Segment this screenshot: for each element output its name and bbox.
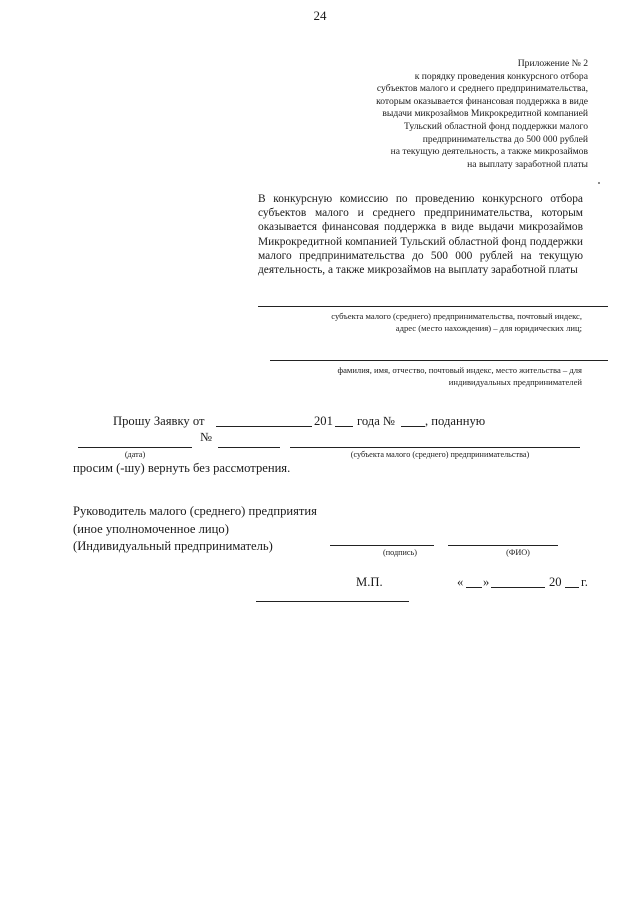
application-year-field[interactable] (335, 426, 353, 427)
appendix-line: на текущую деятельность, а также микрозаймов (390, 146, 588, 158)
date-quote-close: » (483, 575, 490, 589)
name-caption: (ФИО) (506, 548, 530, 557)
year-field[interactable] (565, 587, 579, 588)
appendix-line: субъектов малого и среднего предпринимательства, (376, 83, 588, 95)
appendix-line: предпринимательства до 500 000 рублей (422, 133, 588, 145)
subject-caption: (субъекта малого (среднего) предпринимательства) (350, 450, 530, 459)
request-year-prefix: 201 (314, 414, 333, 428)
bottom-rule (256, 601, 409, 602)
appendix-line: которым оказывается финансовая поддержка в виде (376, 95, 588, 107)
month-field[interactable] (491, 587, 545, 588)
return-text: просим (-шу) вернуть без рассмотрения. (73, 461, 291, 475)
signatory-block: Руководитель малого (среднего) предприятия (иное уполномоченное лицо) (Индивидуальный предприниматель) (73, 504, 317, 553)
appendix-line: на выплату заработной платы (467, 158, 588, 170)
appendix-header (288, 58, 588, 171)
page-number: 24 (313, 8, 327, 23)
date-quote-open: « (457, 575, 464, 589)
appendix-line: выдачи микрозаймов Микрокредитной компанией (382, 108, 588, 120)
appendix-line: к порядку проведения конкурсного отбора (414, 70, 588, 82)
request-prefix: Прошу Заявку от (113, 414, 205, 428)
addressee-block: В конкурсную комиссию по проведению конкурсного отбора субъектов малого и среднего предпринимательства, которым оказывается финансовая поддержка в виде выдачи микрозаймов Микрокредитной компанией Тульский областной фонд поддержки малого предпринимательства до 500 000 рублей на текущую деятельность, а также микрозаймов на выплату заработной платы (258, 193, 583, 277)
appendix-line: Тульский областной фонд поддержки малого (403, 120, 588, 132)
signature-field[interactable] (330, 545, 434, 546)
request-number-sign: № (200, 430, 213, 444)
applicant-individual-caption: фамилия, имя, отчество, почтовый индекс, место жительства – для индивидуальных предпринимателей (337, 365, 582, 387)
stamp-mark: М.П. (356, 575, 383, 589)
request-year-suffix: года № (357, 414, 395, 428)
day-field[interactable] (466, 587, 482, 588)
submitter-field[interactable] (290, 447, 580, 448)
application-date-field[interactable] (216, 426, 312, 427)
date-caption: (дата) (124, 450, 146, 459)
applicant-individual-field[interactable] (270, 360, 608, 361)
applicant-entity-field[interactable] (258, 306, 608, 307)
submission-date-field[interactable] (78, 447, 192, 448)
full-name-field[interactable] (448, 545, 558, 546)
signature-caption: (подпись) (383, 548, 417, 557)
submission-number-field[interactable] (218, 447, 280, 448)
request-submitted: , поданную (425, 414, 486, 428)
date-year-suffix: г. (581, 575, 588, 589)
date-year-prefix: 20 (549, 575, 562, 589)
scan-dot (598, 182, 600, 184)
applicant-entity-caption: субъекта малого (среднего) предпринимательства, почтовый индекс, адрес (место нахождения) – для юридических лиц; (331, 311, 582, 333)
appendix-title: Приложение № 2 (517, 58, 588, 69)
application-number-field[interactable] (401, 426, 425, 427)
